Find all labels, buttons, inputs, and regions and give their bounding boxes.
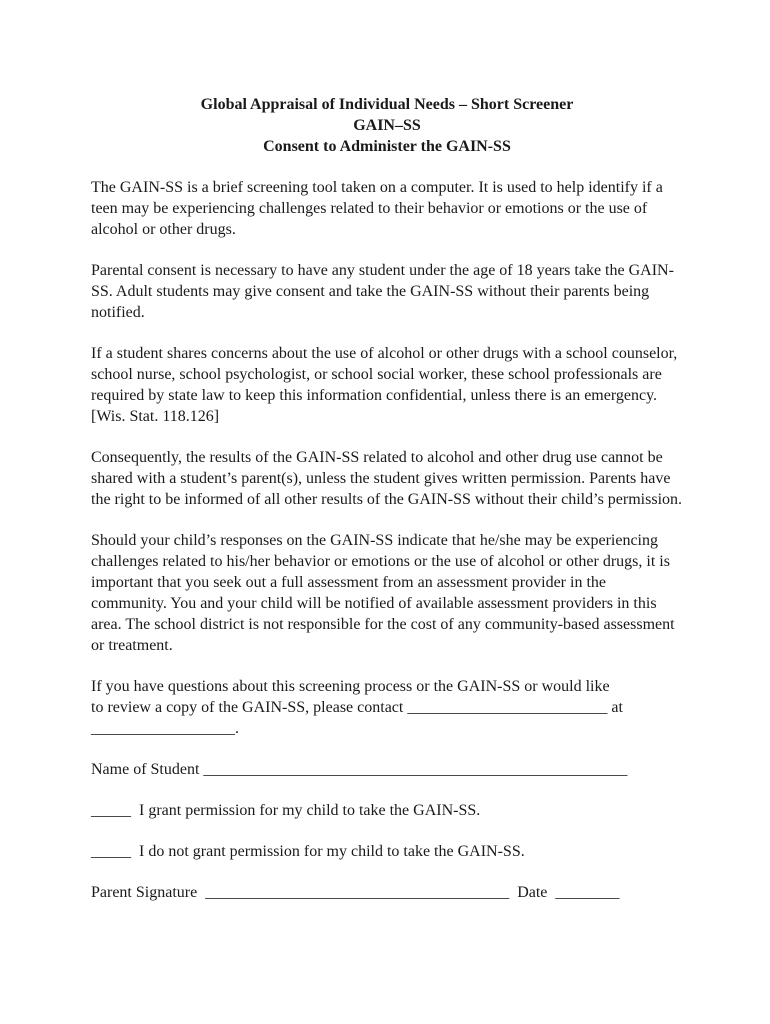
consent-heading: Consent to Administer the GAIN-SS <box>263 138 511 155</box>
document-header <box>91 94 683 157</box>
confidentiality-paragraph: If a student shares concerns about the use of alcohol or other drugs with a school counselor, school nurse, school psychologist, or school social worker, these school professionals are required by state law to keep this information confidential, unless there is an emergency. [Wis. Stat. 118.126] <box>91 345 678 425</box>
consent-document <box>91 94 683 923</box>
assessment-paragraph: Should your child’s responses on the GAIN-SS indicate that he/she may be experiencing challenges related to his/her behavior or emotions or the use of alcohol or other drugs, it is important that you seek out a full assessment from an assessment provider in the community. You and your child will be notified of available assessment providers in this area. The school district is not responsible for the cost of any community-based assessment or treatment. <box>91 532 675 654</box>
deny-permission-option[interactable]: _____ I do not grant permission for my child to take the GAIN-SS. <box>91 843 525 860</box>
parent-signature-field[interactable]: Parent Signature ______________________________________ Date ________ <box>91 884 620 901</box>
document-title: Global Appraisal of Individual Needs – Short Screener <box>200 96 574 113</box>
contact-line-1: If you have questions about this screening process or the GAIN-SS or would like <box>91 678 610 695</box>
results-sharing-paragraph: Consequently, the results of the GAIN-SS related to alcohol and other drug use cannot be shared with a student’s parent(s), unless the student gives written permission. Parents have the right to be informed of all other results of the GAIN-SS without their child’s permission. <box>91 449 683 508</box>
parental-consent-paragraph: Parental consent is necessary to have any student under the age of 18 years take the GAIN-SS. Adult students may give consent and take the GAIN-SS without their parents being notified. <box>91 262 674 321</box>
document-subtitle: GAIN–SS <box>353 117 421 134</box>
contact-line-2: to review a copy of the GAIN-SS, please contact _________________________ at <box>91 699 623 716</box>
contact-line-3: __________________. <box>91 720 239 737</box>
grant-permission-option[interactable]: _____ I grant permission for my child to take the GAIN-SS. <box>91 802 481 819</box>
intro-paragraph: The GAIN-SS is a brief screening tool taken on a computer. It is used to help identify if a teen may be experiencing challenges related to their behavior or emotions or the use of alcohol or other drugs. <box>91 179 663 238</box>
student-name-field[interactable]: Name of Student _____________________________________________________ <box>91 761 628 778</box>
contact-paragraph <box>91 676 683 739</box>
